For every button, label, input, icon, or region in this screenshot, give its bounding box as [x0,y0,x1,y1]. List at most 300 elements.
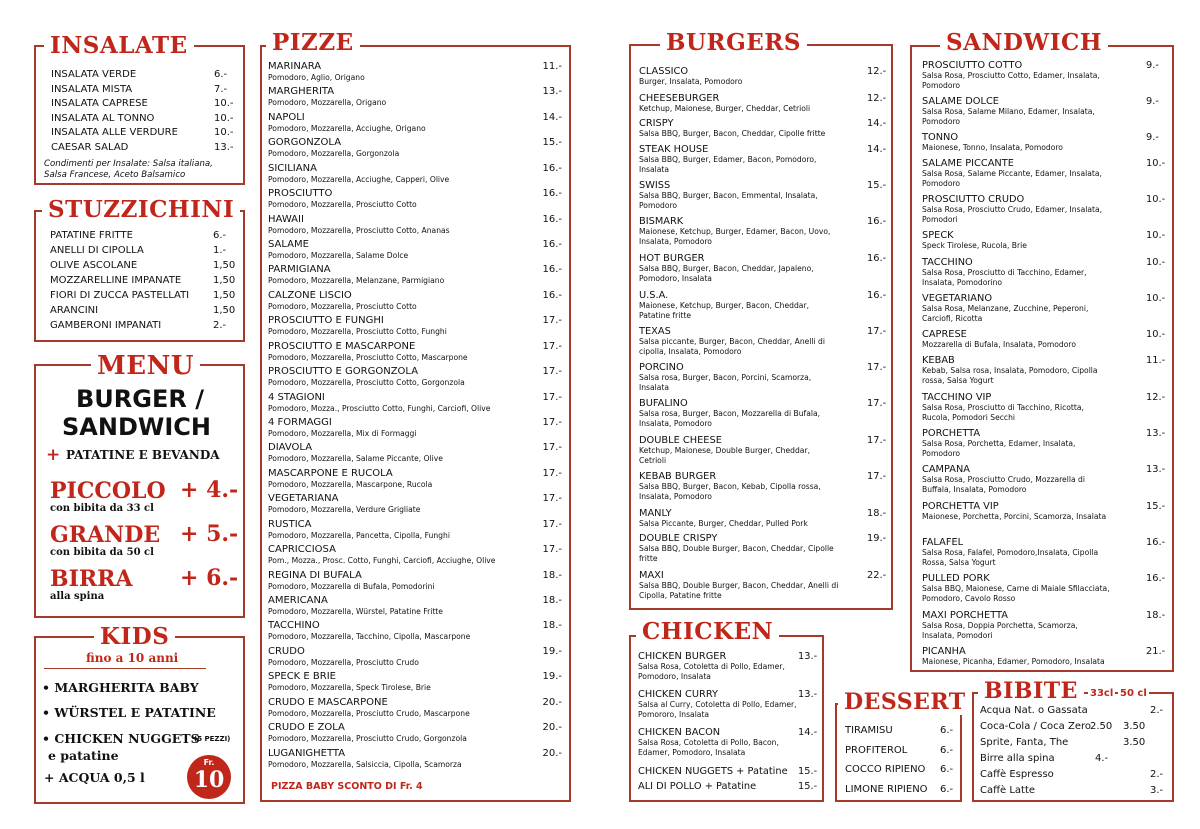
chicken-item-desc: Salsa Rosa, Cotoletta di Pollo, Edamer, Pomodoro, Insalata [638,662,785,681]
sandwich-item [922,501,1166,522]
burger-item-desc: Salsa BBQ, Burger, Bacon, Cheddar, Cipolle fritte [639,129,826,138]
pizza-item [268,442,564,464]
sandwich-item-name: KEBAB [922,355,955,366]
burger-item-price: 17.- [867,471,887,482]
burger-item-desc: Maionese, Ketchup, Burger, Edamer, Bacon, Uovo, Insalata, Pomodoro [639,227,831,246]
burger-item-name: DOUBLE CHEESE [639,435,722,446]
menu-option-price: + 5.- [180,521,239,547]
pizza-desc: Pomodoro, Mozzarella, Prosciutto Cotto [268,200,417,210]
sandwich-item-name: PORCHETTA VIP [922,501,999,512]
sandwich-item-name: MAXI PORCHETTA [922,610,1008,621]
bibite-item-name: Caffè Espresso [980,769,1054,780]
dessert-item-price: 6.- [940,783,954,795]
pizza-item [268,214,564,236]
pizze-footer: PIZZA BABY SCONTO DI Fr. 4 [271,781,423,792]
sandwich-item [922,132,1159,153]
burger-item-desc: Salsa BBQ, Double Burger, Bacon, Cheddar, Anelli di Cipolla, Patatine fritte [639,581,839,600]
pizza-name: LUGANIGHETTA [268,747,346,759]
stuzzichini-item-name: ANELLI DI CIPOLLA [50,245,144,256]
chicken-item [638,689,818,720]
burger-item-name: KEBAB BURGER [639,471,717,482]
burger-item-desc: Burger, Insalata, Pomodoro [639,77,743,86]
stuzzichini-item-name: ARANCINI [50,305,99,316]
pizza-desc: Pomodoro, Mozza., Prosciutto Cotto, Funghi, Carciofi, Olive [268,403,491,413]
pizza-desc: Pomodoro, Mozzarella, Melanzane, Parmigiano [268,276,445,286]
sandwich-item [922,392,1166,423]
burger-item [639,180,887,211]
insalate-item-name: INSALATA ALLE VERDURE [51,127,178,139]
burger-item-desc: Salsa BBQ, Double Burger, Bacon, Cheddar, Cipolle fritte [639,544,834,563]
pizza-price: 18.- [542,595,562,607]
sandwich-title: SANDWICH [940,30,1108,56]
pizza-desc: Pomodoro, Mozzarella, Prosciutto Cotto, Funghi [268,327,447,337]
sandwich-item-price: 16.- [1146,537,1166,548]
pizza-desc: Pomodoro, Mozzarella, Würstel, Patatine Fritte [268,607,443,617]
menu-option-name: PICCOLO [50,478,166,504]
burger-item-name: MAXI [639,570,664,581]
burger-item-price: 17.- [867,362,887,373]
sandwich-item-name: TACCHINO VIP [922,392,992,403]
burger-item-name: BISMARK [639,216,684,227]
pizza-desc: Pomodoro, Mozzarella, Acciughe, Capperi, Olive [268,174,450,184]
pizza-item [268,61,564,83]
insalate-item-price: 10.- [214,98,234,110]
insalate-item-name: INSALATA CAPRESE [51,98,148,110]
pizza-name: 4 FORMAGGI [268,417,332,429]
pizza-price: 17.- [542,366,562,378]
pizza-price: 16.- [542,188,562,200]
kids-item: • MARGHERITA BABY [42,680,199,695]
stuzzichini-item-name: PATATINE FRITTE [50,230,133,241]
menu-title: MENU [91,353,200,379]
kids-title: KIDS [94,624,175,650]
pizza-name: MASCARPONE E RUCOLA [268,467,393,479]
sandwich-item [922,573,1166,604]
burger-item-price: 16.- [867,290,887,301]
pizza-price: 19.- [542,671,562,683]
menu-option-sub: con bibita da 33 cl [50,503,154,514]
pizza-name: PROSCIUTTO [268,188,333,200]
sandwich-item-name: PROSCIUTTO COTTO [922,60,1023,71]
sandwich-item-price: 16.- [1146,573,1166,584]
sandwich-item [922,293,1166,324]
chicken-title: CHICKEN [636,619,779,645]
sandwich-item-price: 10.- [1146,230,1166,241]
pizza-price: 15.- [542,137,562,149]
sandwich-item-name: SPECK [922,230,954,241]
pizza-desc: Pomodoro, Mozzarella, Mix di Formaggi [268,429,417,439]
pizza-item [268,239,564,261]
burger-item-price: 16.- [867,216,887,227]
chicken-item-desc: Salsa Rosa, Cotoletta di Pollo, Bacon, Edamer, Pomodoro, Insalata [638,738,779,757]
sandwich-item-name: PICANHA [922,646,966,657]
sandwich-item-name: CAMPANA [922,464,971,475]
stuzzichini-item-price: 2.- [213,320,227,331]
pizza-price: 20.- [542,696,562,708]
bibite-item-price-33: 2.50 [1090,721,1113,732]
burger-item-desc: Salsa BBQ, Burger, Bacon, Kebab, Cipolla rossa, Insalata, Pomodoro [639,482,821,501]
kids-item: • CHICKEN NUGGETS [42,731,200,746]
sandwich-item-price: 9.- [1146,96,1159,107]
sandwich-item-desc: Speck Tirolese, Rucola, Brie [922,241,1027,250]
kids-acqua: + ACQUA 0,5 l [44,770,145,785]
menu-option-sub: alla spina [50,591,105,602]
sandwich-item-desc: Maionese, Porchetta, Porcini, Scamorza, Insalata [922,512,1107,521]
pizza-item [268,315,564,337]
kids-nuggets-note: (5 PEZZI) [194,735,231,743]
pizze-title: PIZZE [266,30,360,56]
burger-item-price: 19.- [867,533,887,544]
menu-option-price: + 6.- [180,565,239,591]
pizza-name: SPECK E BRIE [268,671,336,683]
burger-item-name: STEAK HOUSE [639,144,709,155]
bibite-item-price-50: 3.50 [1123,721,1146,732]
menu-option-price: + 4.- [180,477,239,503]
burger-item-price: 14.- [867,144,887,155]
burger-item-price: 16.- [867,253,887,264]
pizza-name: SICILIANA [268,162,317,174]
sandwich-item [922,60,1159,91]
pizza-price: 11.- [542,61,562,72]
pizza-item [268,519,564,541]
pizza-desc: Pomodoro, Mozzarella di Bufala, Pomodorini [268,581,435,591]
pizza-price: 17.- [542,315,562,327]
burger-item-price: 17.- [867,326,887,337]
sandwich-item-price: 10.- [1146,194,1166,205]
sandwich-item-desc: Maionese, Tonno, Insalata, Pomodoro [922,143,1063,152]
pizza-desc: Pomodoro, Mozzarella, Mascarpone, Rucola [268,479,433,489]
sandwich-item-desc: Salsa BBQ, Maionese, Carne di Maiale Sfilacciata, Pomodoro, Cavolo Rosso [922,584,1110,603]
pizza-price: 17.- [542,417,562,429]
stuzzichini-title: STUZZICHINI [42,197,240,223]
burger-item-desc: Salsa Piccante, Burger, Cheddar, Pulled Pork [639,519,808,528]
burger-item-name: CRISPY [639,118,674,129]
sandwich-item-price: 11.- [1146,355,1166,366]
insalate-title: INSALATE [44,33,194,59]
sandwich-item-desc: Kebab, Salsa rosa, Insalata, Pomodoro, Cipolla rossa, Salsa Yogurt [922,366,1098,385]
pizza-item [268,137,564,159]
kids-price-badge [187,755,231,799]
menu-plus-sign: + [46,445,61,465]
pizza-price: 17.- [542,518,562,530]
burger-item-name: MANLY [639,508,672,519]
sandwich-item [922,257,1166,288]
burger-item [639,326,887,357]
pizza-price: 17.- [542,442,562,454]
sandwich-item-price: 13.- [1146,428,1166,439]
pizza-price: 19.- [542,645,562,657]
burgers-title: BURGERS [660,30,807,56]
sandwich-item-name: SALAME DOLCE [922,96,999,107]
sandwich-item-desc: Mozzarella di Bufala, Insalata, Pomodoro [922,340,1076,349]
kids-patatine: e patatine [48,748,119,763]
pizza-item [268,112,564,134]
burger-item-desc: Salsa BBQ, Burger, Bacon, Emmental, Insalata, Pomodoro [639,191,818,210]
dessert-item-name: LIMONE RIPIENO [845,783,928,795]
sandwich-item-price: 10.- [1146,257,1166,268]
chicken-item-name: CHICKEN BURGER [638,651,727,662]
insalate-item-name: CAESAR SALAD [51,142,129,153]
sandwich-item-name: FALAFEL [922,537,964,548]
chicken-item-price: 13.- [798,651,818,662]
pizza-name: CALZONE LISCIO [268,289,352,301]
pizza-name: PARMIGIANA [268,264,331,276]
sandwich-item-name: PORCHETTA [922,428,981,439]
sandwich-item [922,194,1166,225]
pizza-desc: Pomodoro, Mozzarella, Verdure Grigliate [268,505,421,515]
stuzzichini-item-price: 1,50 [213,305,236,316]
pizza-item [268,264,564,286]
burger-item [639,471,887,502]
chicken-item-price: 15.- [798,766,818,777]
bibite-item-name: Caffè Latte [980,785,1036,796]
sandwich-item-desc: Salsa Rosa, Doppia Porchetta, Scamorza, Insalata, Pomodori [922,621,1078,640]
bibite-col-50: 50 cl [1120,688,1147,699]
burger-item-price: 14.- [867,118,887,129]
pizza-desc: Pomodoro, Mozzarella, Salsiccia, Cipolla, Scamorza [268,759,462,769]
sandwich-item [922,329,1166,350]
pizza-name: SALAME [268,239,309,250]
pizza-price: 17.- [542,544,562,556]
pizza-item [268,290,564,312]
burger-item-price: 12.- [867,66,887,77]
burger-item-name: U.S.A. [639,290,669,301]
pizza-price: 17.- [542,340,562,352]
burger-item-desc: Salsa BBQ, Burger, Bacon, Cheddar, Japaleno, Pomodoro, Insalata [639,264,814,283]
pizza-price: 20.- [542,722,562,734]
dessert-item-name: TIRAMISU [845,725,893,736]
burger-item-price: 17.- [867,398,887,409]
stuzzichini-item-name: OLIVE ASCOLANE [50,260,138,271]
insalate-item-name: INSALATA MISTA [51,83,133,95]
pizza-item [268,417,564,439]
sandwich-item-desc: Maionese, Picanha, Edamer, Pomodoro, Insalata [922,657,1105,666]
pizza-item [268,341,564,363]
burger-item-price: 17.- [867,435,887,446]
pizza-item [268,697,564,719]
pizza-price: 16.- [542,213,562,225]
bibite-title: BIBITE [978,678,1084,704]
sandwich-item-price: 18.- [1146,610,1166,621]
menu-option-sub: con bibita da 50 cl [50,547,154,558]
pizza-price: 16.- [542,264,562,276]
sandwich-item-price: 12.- [1146,392,1166,403]
burger-item [639,216,887,247]
pizza-name: PROSCIUTTO E MASCARPONE [268,340,416,352]
pizza-name: GORGONZOLA [268,137,342,149]
sandwich-item [922,230,1166,251]
sandwich-item [922,355,1166,386]
pizza-name: PROSCIUTTO E GORGONZOLA [268,366,419,378]
insalate-item-price: 10.- [214,127,234,139]
sandwich-item-name: SALAME PICCANTE [922,158,1014,169]
menu-line-burger: BURGER / [76,385,204,413]
pizza-desc: Pom., Mozza., Prosc. Cotto, Funghi, Carciofi, Acciughe, Olive [268,556,496,566]
stuzzichini-item-name: FIORI DI ZUCCA PASTELLATI [50,290,190,301]
pizza-price: 20.- [542,747,562,759]
insalate-item-price: 13.- [214,142,234,153]
pizza-desc: Pomodoro, Mozzarella, Salame Dolce [268,251,409,260]
pizza-item [268,163,564,185]
chicken-item-price: 13.- [798,689,818,700]
kids-badge-currency: Fr. [203,758,215,767]
sandwich-item-name: TONNO [922,132,959,143]
sandwich-item-desc: Salsa Rosa, Falafel, Pomodoro,Insalata, Cipolla Rossa, Salsa Yogurt [922,548,1099,567]
sandwich-item-price: 10.- [1146,329,1166,340]
pizza-price: 18.- [542,569,562,581]
pizza-name: CAPRICCIOSA [268,544,336,556]
burger-item-desc: Salsa rosa, Burger, Bacon, Mozzarella di Bufala, Insalata, Pomodoro [639,409,821,428]
chicken-item-name: CHICKEN CURRY [638,689,718,700]
pizza-item [268,748,564,770]
sandwich-item-price: 9.- [1146,60,1159,71]
pizza-item [268,86,564,108]
pizza-name: MARINARA [268,61,322,72]
burger-item [639,66,887,87]
pizza-price: 16.- [542,239,562,250]
pizza-name: CRUDO [268,645,305,657]
pizza-name: HAWAII [268,213,304,225]
sandwich-item-desc: Salsa Rosa, Prosciutto di Tacchino, Edamer, Insalata, Pomodorino [922,268,1087,287]
stuzzichini-item-name: GAMBERONI IMPANATI [50,320,162,331]
sandwich-item-desc: Salsa Rosa, Melanzane, Zucchine, Peperoni, Carciofi, Ricotta [922,304,1089,323]
dessert-title: DESSERT [838,689,972,715]
burger-item-desc: Salsa piccante, Burger, Bacon, Cheddar, Anelli di cipolla, Insalata, Pomodoro [639,337,825,356]
burger-item [639,570,887,601]
bibite-item-price-33: 4.- [1095,753,1109,764]
bibite-col-33: 33cl [1090,688,1114,699]
burger-item-name: HOT BURGER [639,253,705,264]
stuzzichini-item-price: 1,50 [213,260,236,271]
chicken-item-price: 14.- [798,727,818,738]
sandwich-item-desc: Salsa Rosa, Prosciutto Crudo, Mozzarella di Buffala, Insalata, Pomodoro [922,475,1085,494]
dessert-item-name: PROFITEROL [845,744,908,756]
kids-subtitle: fino a 10 anni [86,651,179,665]
sandwich-item-desc: Salsa Rosa, Salame Milano, Edamer, Insalata, Pomodoro [922,107,1095,126]
pizza-name: AMERICANA [268,595,328,607]
sandwich-item-name: TACCHINO [922,257,973,268]
burger-item [639,435,887,466]
pizza-price: 14.- [542,111,562,123]
pizza-desc: Pomodoro, Mozzarella, Speck Tirolese, Brie [268,683,431,693]
stuzzichini-item-price: 1,50 [213,290,236,301]
burger-item-desc: Ketchup, Maionese, Double Burger, Cheddar, Cetrioli [639,446,810,465]
stuzzichini-item-name: MOZZARELLINE IMPANATE [50,275,182,286]
sandwich-item-name: PULLED PORK [922,573,990,584]
sandwich-item [922,646,1166,667]
pizza-desc: Pomodoro, Mozzarella, Gorgonzola [268,149,400,159]
dessert-item-price: 6.- [940,764,954,775]
burger-item-price: 12.- [867,93,887,104]
pizza-desc: Pomodoro, Mozzarella, Pancetta, Cipolla, Funghi [268,530,450,540]
sandwich-item [922,537,1166,568]
pizza-desc: Pomodoro, Mozzarella, Prosciutto Cotto [268,301,417,311]
pizza-desc: Pomodoro, Mozzarella, Prosciutto Cotto, Ananas [268,225,450,235]
insalate-item-name: INSALATA VERDE [51,69,137,80]
burger-item-desc: Maionese, Ketchup, Burger, Bacon, Cheddar, Patatine fritte [639,301,809,320]
sandwich-item-price: 21.- [1146,646,1166,657]
pizza-desc: Pomodoro, Mozzarella, Prosciutto Crudo, Gorgonzola [268,734,467,744]
sandwich-item-price: 10.- [1146,293,1166,304]
pizza-desc: Pomodoro, Mozzarella, Origano [268,98,387,108]
pizza-desc: Pomodoro, Mozzarella, Tacchino, Cipolla, Mascarpone [268,632,471,642]
sandwich-item [922,96,1159,127]
menu-option-name: BIRRA [50,566,133,592]
chicken-item-price: 15.- [798,781,818,792]
pizza-price: 13.- [542,86,562,98]
dessert-item-price: 6.- [940,725,954,736]
chicken-item-name: ALI DI POLLO + Patatine [638,781,757,792]
sandwich-item-price: 10.- [1146,158,1166,169]
burger-item-name: CHEESEBURGER [639,93,720,104]
burger-item-name: BUFALINO [639,398,688,409]
sandwich-item-price: 13.- [1146,464,1166,475]
pizza-item [268,722,564,744]
sandwich-item [922,158,1166,189]
pizza-desc: Pomodoro, Mozzarella, Prosciutto Crudo [268,657,419,667]
insalate-item-name: INSALATA AL TONNO [51,112,155,124]
pizza-desc: Pomodoro, Mozzarella, Acciughe, Origano [268,123,426,133]
pizza-item [268,392,564,414]
pizza-desc: Pomodoro, Mozzarella, Prosciutto Crudo, Mascarpone [268,708,470,718]
stuzzichini-item-price: 1,50 [213,275,236,286]
pizza-price: 17.- [542,391,562,403]
burger-item-desc: Ketchup, Maionese, Burger, Cheddar, Cetrioli [639,104,811,113]
menu-option-name: GRANDE [50,522,161,548]
burger-item [639,533,887,564]
chicken-item-desc: Salsa al Curry, Cotoletta di Pollo, Edamer, Pomororo, Insalata [638,700,797,719]
burger-item-desc: Salsa rosa, Burger, Bacon, Porcini, Scamorza, Insalata [639,373,812,392]
chicken-item [638,651,818,682]
pizza-item [268,468,564,490]
pizza-name: CRUDO E ZOLA [268,722,345,734]
pizza-name: MARGHERITA [268,86,335,98]
burger-item-name: DOUBLE CRISPY [639,533,718,544]
burger-item [639,362,887,393]
pizza-name: TACCHINO [268,620,320,632]
insalate-item-price: 10.- [214,112,234,124]
pizza-name: NAPOLI [268,111,305,123]
kids-badge-price: 10 [193,767,225,793]
dessert-item-price: 6.- [940,744,954,756]
dessert-item-name: COCCO RIPIENO [845,764,926,775]
burger-item-price: 22.- [867,570,887,581]
bibite-item-name: Coca-Cola / Coca Zero [980,721,1091,732]
burger-item-name: PORCINO [639,362,684,373]
pizza-name: CRUDO E MASCARPONE [268,696,388,708]
burger-item [639,144,887,175]
sandwich-item-desc: Salsa Rosa, Prosciutto Cotto, Edamer, Insalata, Pomodoro [922,71,1100,90]
pizza-item [268,493,564,515]
pizza-item [268,544,564,566]
pizza-price: 16.- [542,162,562,174]
bibite-item-price-50: 3.- [1150,785,1164,796]
pizza-item [268,646,564,668]
sandwich-item-price: 15.- [1146,501,1166,512]
pizza-name: DIAVOLA [268,442,313,454]
sandwich-item-name: VEGETARIANO [922,293,993,304]
menu-line-sandwich: SANDWICH [62,413,211,441]
pizza-desc: Pomodoro, Mozzarella, Salame Piccante, Olive [268,454,443,464]
kids-item: • WÜRSTEL E PATATINE [42,705,216,720]
insalate-note-1: Condimenti per Insalate: Salsa italiana, [44,159,213,169]
burger-item-price: 15.- [867,180,887,191]
pizza-name: REGINA DI BUFALA [268,569,362,581]
burger-item [639,253,887,284]
bibite-item-name: Birre alla spina [980,753,1055,764]
burger-item-desc: Salsa BBQ, Burger, Edamer, Bacon, Pomodoro, Insalata [639,155,817,174]
pizza-price: 16.- [542,289,562,301]
